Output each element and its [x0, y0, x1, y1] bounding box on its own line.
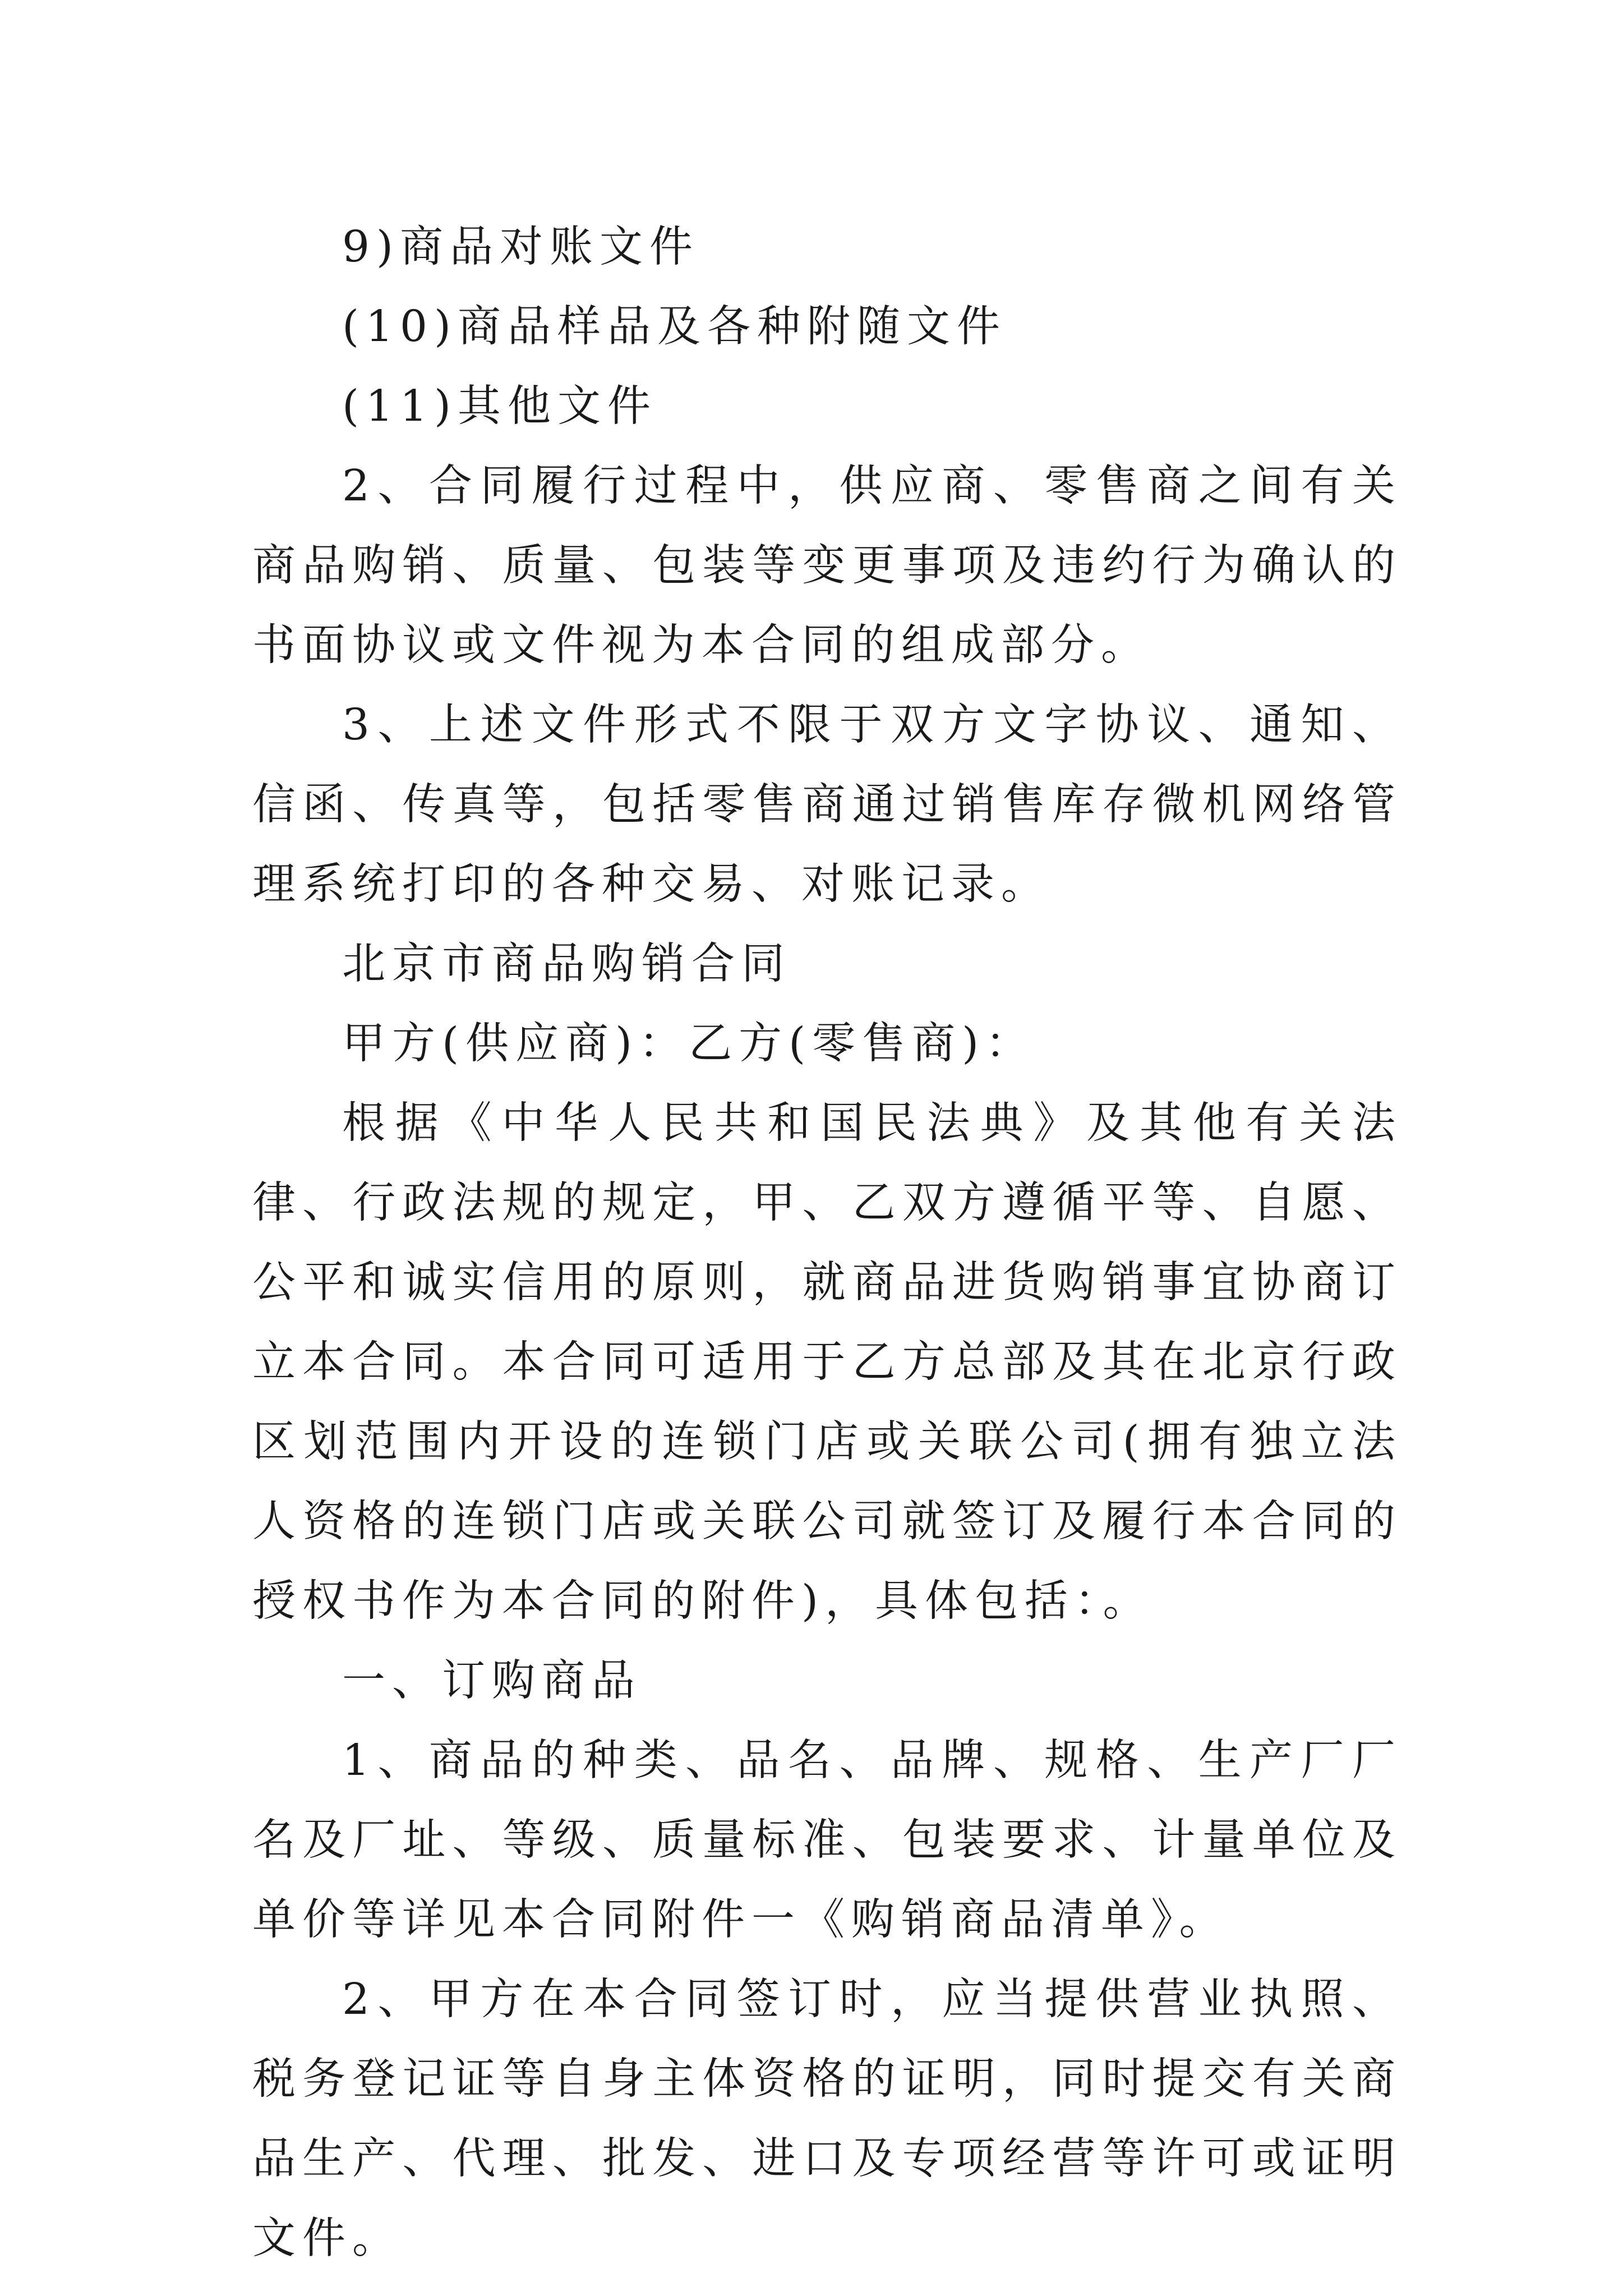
- paragraph-clause-2: 2、合同履行过程中，供应商、零售商之间有关商品购销、质量、包装等变更事项及违约行为确认的书面协议或文件视为本合同的组成部分。: [252, 461, 1402, 670]
- section-heading-ordered-goods: 一、订购商品: [342, 1656, 642, 1706]
- contract-parties: 甲方(供应商)：乙方(零售商)：: [342, 1019, 1036, 1069]
- section-clause-1: 1、商品的种类、品名、品牌、规格、生产厂厂名及厂址、等级、质量标准、包装要求、计量单位及单价等详见本合同附件一《购销商品清单》。: [252, 1736, 1402, 1945]
- contract-title: 北京市商品购销合同: [342, 939, 791, 989]
- contract-preamble: 根据《中华人民共和国民法典》及其他有关法律、行政法规的规定，甲、乙双方遵循平等、自愿、公平和诚实信用的原则，就商品进货购销事宜协商订立本合同。本合同可适用于乙方总部及其在北京行政区划范围内开设的连锁门店或关联公司(拥有独立法人资格的连锁门店或关联公司就签订及履行本合同的授权书作为本合同的附件)，具体包括：。: [252, 1098, 1402, 1626]
- document-body: [252, 208, 1402, 2279]
- paragraph-item-11: (11)其他文件: [342, 381, 658, 431]
- paragraph-clause-3: 3、上述文件形式不限于双方文字协议、通知、信函、传真等，包括零售商通过销售库存微机网络管理系统打印的各种交易、对账记录。: [252, 700, 1402, 909]
- paragraph-item-10: (10)商品样品及各种附随文件: [342, 302, 1007, 352]
- paragraph-item-9: 9)商品对账文件: [342, 222, 700, 272]
- section-clause-2: 2、甲方在本合同签订时，应当提供营业执照、税务登记证等自身主体资格的证明，同时提交有关商品生产、代理、批发、进口及专项经营等许可或证明文件。: [252, 1975, 1402, 2263]
